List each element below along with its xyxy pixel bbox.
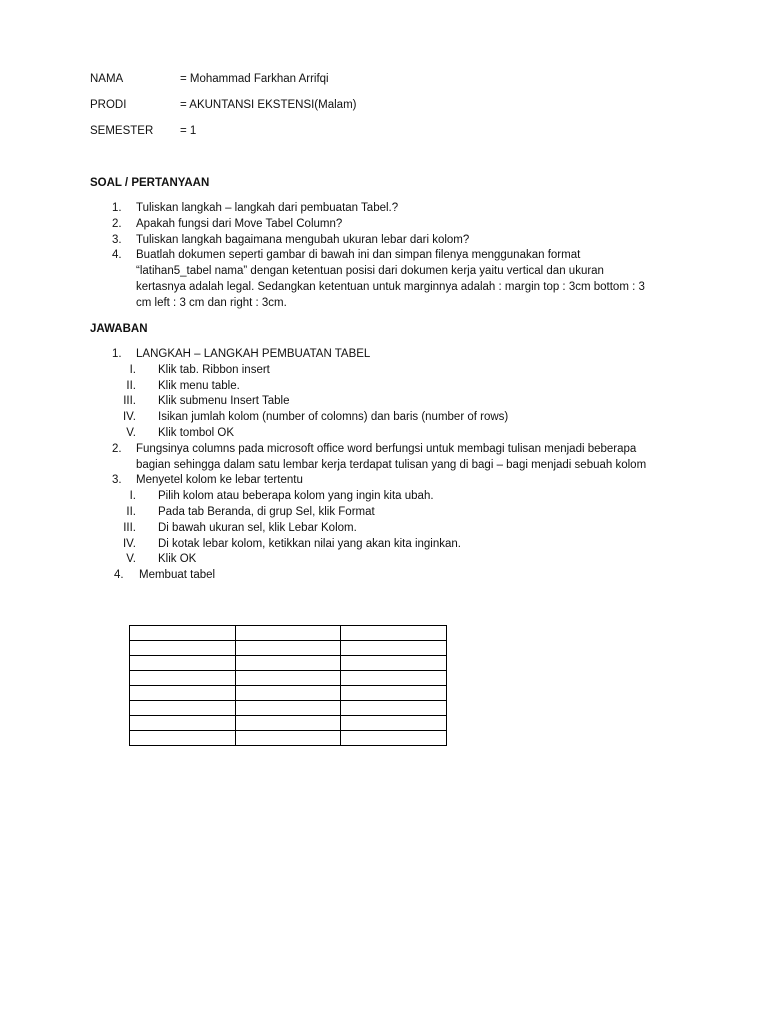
list-text: Membuat tabel	[139, 569, 216, 582]
table-cell	[130, 686, 236, 701]
table-row	[130, 626, 447, 641]
jawaban-item-3	[90, 473, 650, 489]
jawaban-list	[90, 347, 650, 584]
table-row	[130, 731, 447, 746]
roman-number: III.	[123, 395, 136, 408]
roman-number: III.	[123, 521, 136, 534]
table-body	[130, 626, 447, 746]
nama-label: NAMA	[90, 73, 124, 85]
table-cell	[235, 731, 341, 746]
list-number: 3.	[112, 233, 122, 246]
nama-value: = Mohammad Farkhan Arrifqi	[180, 73, 329, 85]
table-cell	[235, 626, 341, 641]
soal-item-2	[90, 217, 650, 233]
soal-item-1	[90, 201, 650, 217]
table-cell	[130, 671, 236, 686]
list-text: Buatlah dokumen seperti gambar di bawah ini dan simpan filenya menggunakan format “latihan5_tabel nama” dengan ketentuan posisi dari dokumen kerja yaitu vertical dan ukuran kertasnya adalah legal. Sedangkan ketentuan untuk marginnya adalah : margin top : 3cm bottom : 3 cm left : 3 cm dan right : 3cm.	[136, 249, 645, 309]
roman-number: I.	[129, 363, 136, 376]
table-cell	[341, 731, 447, 746]
jawaban-item-4	[90, 568, 650, 584]
step-text: Klik tombol OK	[158, 426, 235, 439]
list-number: 3.	[112, 474, 122, 487]
list-text: LANGKAH – LANGKAH PEMBUATAN TABEL	[136, 348, 371, 360]
table-cell	[130, 656, 236, 671]
roman-number: II.	[126, 379, 136, 392]
step-item	[90, 552, 650, 568]
table-cell	[341, 626, 447, 641]
table-row	[130, 701, 447, 716]
table-cell	[130, 701, 236, 716]
soal-item-4	[90, 248, 650, 311]
prodi-label: PRODI	[90, 99, 127, 111]
step-text: Klik OK	[158, 553, 197, 566]
step-text: Klik menu table.	[158, 379, 240, 392]
step-text: Pilih kolom atau beberapa kolom yang ingin kita ubah.	[158, 490, 434, 503]
step-text: Di bawah ukuran sel, klik Lebar Kolom.	[158, 521, 357, 534]
semester-label: SEMESTER	[90, 125, 154, 137]
step-item	[90, 537, 650, 553]
soal-title: SOAL / PERTANYAAN	[90, 177, 210, 189]
step-item	[90, 410, 650, 426]
step-item	[90, 379, 650, 395]
table-cell	[341, 701, 447, 716]
step-item	[90, 394, 650, 410]
table-cell	[130, 716, 236, 731]
roman-number: V.	[126, 426, 136, 439]
roman-number: IV.	[122, 537, 136, 550]
list-number: 1.	[112, 348, 122, 360]
list-text: Tuliskan langkah – langkah dari pembuatan Tabel.?	[136, 202, 399, 214]
step-text: Di kotak lebar kolom, ketikkan nilai yang akan kita inginkan.	[158, 537, 461, 550]
list-number: 2.	[112, 442, 122, 455]
step-text: Klik tab. Ribbon insert	[158, 363, 270, 376]
jawaban-title: JAWABAN	[90, 323, 148, 335]
list-text: Menyetel kolom ke lebar tertentu	[136, 474, 303, 487]
roman-number: I.	[129, 490, 136, 503]
list-text: Apakah fungsi dari Move Tabel Column?	[136, 217, 343, 230]
step-item	[90, 521, 650, 537]
jawaban-item-1	[90, 347, 650, 363]
list-text: Fungsinya columns pada microsoft office word berfungsi untuk membagi tulisan menjadi beberapa bagian sehingga dalam satu lembar kerja terdapat tulisan yang di bagi – bagi menjadi sebuah kolom	[136, 442, 647, 471]
table-cell	[235, 671, 341, 686]
table-cell	[341, 641, 447, 656]
table-row	[130, 686, 447, 701]
table-cell	[130, 626, 236, 641]
table-cell	[235, 701, 341, 716]
list-number: 2.	[112, 217, 122, 230]
step-text: Pada tab Beranda, di grup Sel, klik Format	[158, 505, 375, 518]
table-row	[130, 716, 447, 731]
step-item	[90, 489, 650, 505]
table-cell	[235, 716, 341, 731]
roman-number: IV.	[122, 411, 136, 424]
table-row	[130, 641, 447, 656]
list-number: 1.	[112, 202, 122, 214]
step-text: Klik submenu Insert Table	[158, 395, 290, 408]
table-cell	[341, 686, 447, 701]
table-row	[130, 656, 447, 671]
table-row	[130, 671, 447, 686]
table-cell	[235, 656, 341, 671]
table-cell	[130, 731, 236, 746]
table-cell	[341, 656, 447, 671]
roman-number: V.	[126, 553, 136, 566]
step-item	[90, 505, 650, 521]
jawaban-item-2	[90, 442, 650, 474]
table-cell	[341, 716, 447, 731]
table-cell	[341, 671, 447, 686]
semester-value: = 1	[180, 125, 197, 137]
table-cell	[235, 686, 341, 701]
table-cell	[235, 641, 341, 656]
soal-item-3	[90, 233, 650, 249]
list-text: Tuliskan langkah bagaimana mengubah ukuran lebar dari kolom?	[136, 233, 470, 246]
roman-number: II.	[126, 505, 136, 518]
soal-list	[90, 201, 650, 312]
prodi-value: = AKUNTANSI EKSTENSI(Malam)	[180, 99, 357, 111]
step-item	[90, 426, 650, 442]
step-text: Isikan jumlah kolom (number of colomns) dan baris (number of rows)	[158, 411, 509, 424]
empty-table	[129, 625, 447, 746]
list-number: 4.	[112, 249, 122, 262]
step-item	[90, 363, 650, 379]
table-cell	[130, 641, 236, 656]
list-number: 4.	[114, 569, 124, 582]
